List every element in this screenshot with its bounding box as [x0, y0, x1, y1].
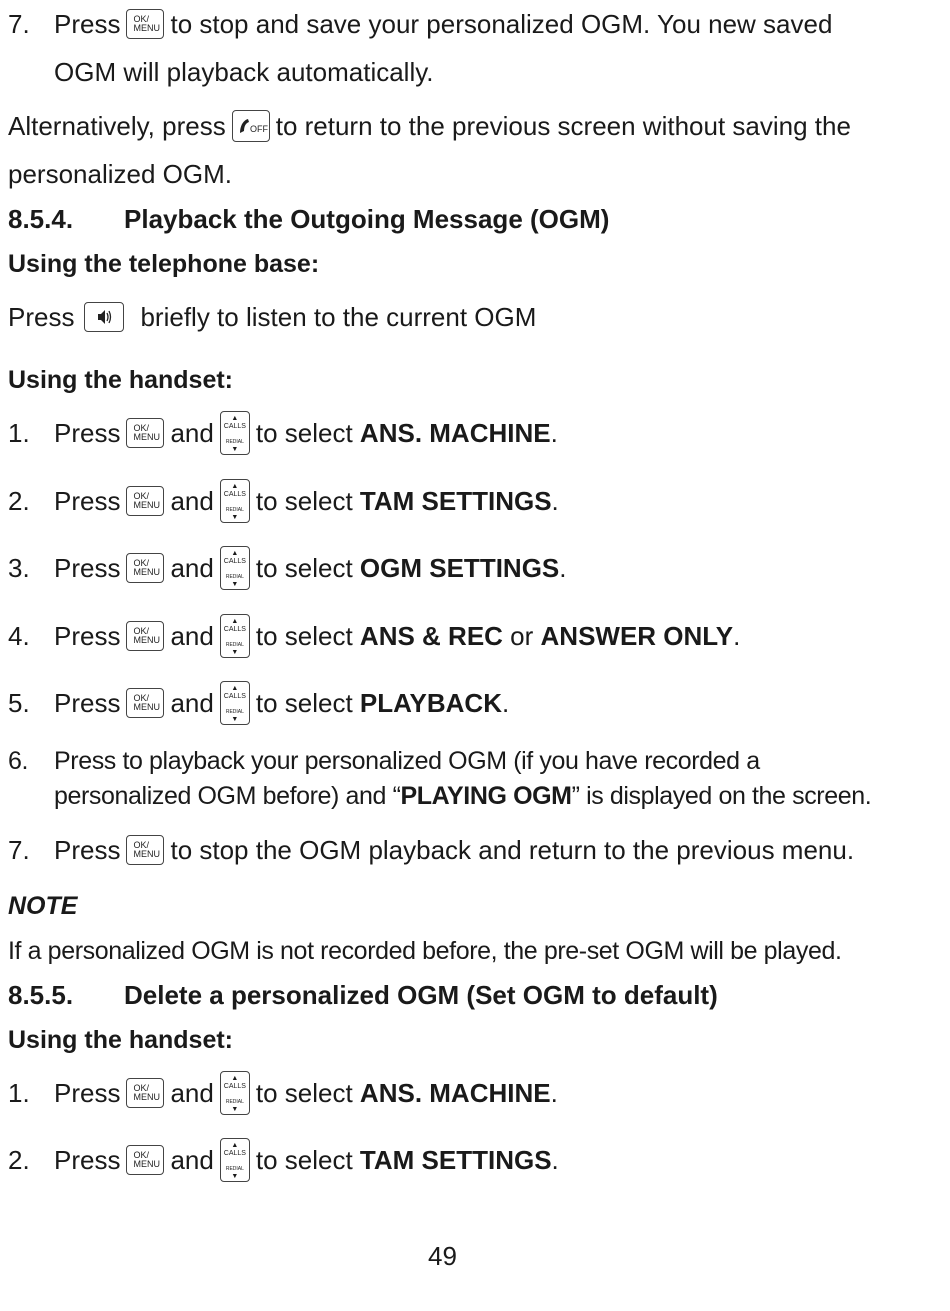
base-text: briefly to listen to the current OGM	[140, 302, 537, 332]
calls-redial-nav-key-icon: ▲ CALLS REDIAL ▼	[220, 681, 250, 725]
calls-redial-nav-key-icon: ▲ CALLS REDIAL ▼	[220, 1071, 250, 1115]
page-number: 49	[428, 1241, 457, 1271]
step-6-cont: personalized OGM before) and “PLAYING OGM” is displayed on the screen.	[54, 782, 872, 810]
end-call-off-key-icon	[232, 110, 270, 142]
step-number: 5.	[8, 688, 30, 718]
step-number: 2.	[8, 486, 30, 516]
ok-menu-key-icon: OK/ MENU	[126, 688, 164, 718]
section-title: Delete a personalized OGM (Set OGM to default)	[124, 980, 718, 1010]
svg-text:OFF: OFF	[249, 124, 268, 134]
intro-alternative-cont: personalized OGM.	[8, 159, 232, 189]
ok-menu-key-icon: OK/ MENU	[126, 1078, 164, 1108]
ok-menu-key-icon: OK/ MENU	[126, 553, 164, 583]
step-number: 6.	[8, 747, 29, 775]
section-title: Playback the Outgoing Message (OGM)	[124, 204, 610, 234]
alt-text: Alternatively, press	[8, 111, 226, 141]
step-text: Press to playback your personalized OGM (if you have recorded a	[54, 747, 760, 775]
alt-text: to return to the previous screen without saving the	[275, 111, 851, 141]
ok-menu-key-icon: OK/ MENU	[126, 1145, 164, 1175]
ok-menu-key-icon: OK/ MENU	[126, 835, 164, 865]
ok-menu-key-icon: OK/ MENU	[126, 9, 164, 39]
speaker-key-icon	[84, 302, 124, 332]
step-number: 4.	[8, 621, 30, 651]
step-number: 3.	[8, 553, 30, 583]
ok-menu-key-icon: OK/ MENU	[126, 486, 164, 516]
base-heading: Using the telephone base:	[8, 250, 320, 278]
intro-step-7-cont: OGM will playback automatically.	[54, 57, 434, 87]
ok-menu-key-icon: OK/ MENU	[126, 418, 164, 448]
ok-menu-key-icon: OK/ MENU	[126, 621, 164, 651]
section-number: 8.5.4.	[8, 204, 74, 234]
base-text: Press	[8, 302, 75, 332]
step-text: Press	[54, 9, 121, 39]
calls-redial-nav-key-icon: ▲ CALLS REDIAL ▼	[220, 1138, 250, 1182]
handset-heading-2: Using the handset:	[8, 1026, 234, 1054]
step-text: to stop and save your personalized OGM. You new saved	[170, 9, 833, 39]
section-number: 8.5.5.	[8, 980, 74, 1010]
step-number: 7.	[8, 9, 30, 39]
step-number: 7.	[8, 835, 30, 865]
note-text: If a personalized OGM is not recorded before, the pre-set OGM will be played.	[8, 937, 842, 965]
step-number: 2.	[8, 1145, 30, 1175]
intro-alternative	[8, 110, 851, 142]
calls-redial-nav-key-icon: ▲ CALLS REDIAL ▼	[220, 546, 250, 590]
base-instruction	[8, 301, 536, 333]
calls-redial-nav-key-icon: ▲ CALLS REDIAL ▼	[220, 411, 250, 455]
step-number: 1.	[8, 1078, 30, 1108]
section-heading-8-5-5	[8, 979, 718, 1011]
calls-redial-nav-key-icon: ▲ CALLS REDIAL ▼	[220, 614, 250, 658]
step-number: 1.	[8, 418, 30, 448]
note-heading: NOTE	[8, 892, 78, 920]
calls-redial-nav-key-icon: ▲ CALLS REDIAL ▼	[220, 479, 250, 523]
section-heading-8-5-4	[8, 203, 609, 235]
handset-heading: Using the handset:	[8, 366, 234, 394]
